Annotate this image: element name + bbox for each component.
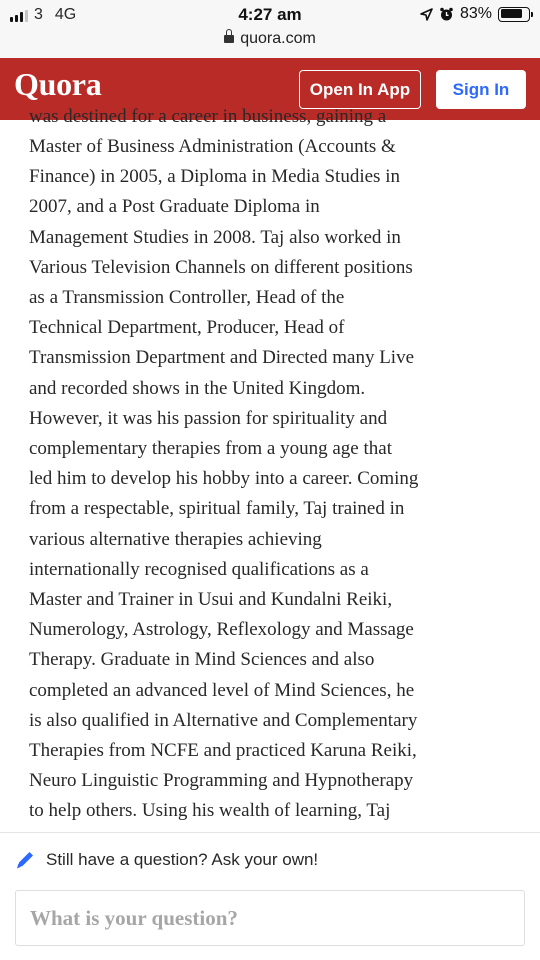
question-input[interactable] <box>15 890 525 946</box>
ask-question-bar <box>0 832 540 960</box>
pencil-icon <box>14 849 36 871</box>
quora-logo[interactable]: Quora <box>14 66 102 102</box>
ask-prompt-label: Still have a question? Ask your own! <box>46 850 319 869</box>
clipped-text-line: was destined for a career in business, gaining a <box>29 106 387 127</box>
ask-prompt-row <box>14 849 318 871</box>
battery-percent: 83% <box>459 5 492 22</box>
answer-content <box>0 106 540 832</box>
status-right <box>420 5 530 23</box>
location-arrow-icon <box>420 8 433 21</box>
network-label: 4G <box>54 6 77 23</box>
url-domain: quora.com <box>240 30 316 47</box>
carrier-label: 3 <box>34 6 43 23</box>
url-bar[interactable] <box>0 30 540 48</box>
status-bar <box>0 0 540 58</box>
sign-in-button[interactable]: Sign In <box>436 70 526 109</box>
lock-icon <box>224 35 234 43</box>
alarm-icon <box>439 7 454 22</box>
answer-paragraph: Master of Business Administration (Accounts & Finance) in 2005, a Diploma in Media Studies in 2007, and a Post Graduate Diploma in Management Studies in 2008. Taj also worked in Various Television Channels on different positions as a Transmission Controller, Head of the Technical Department, Producer, Head of Transmission Department and Directed many Live and recorded shows in the United Kingdom. However, it was his passion for spirituality and complementary therapies from a young age that led him to develop his hobby into a career. Coming from a respectable, spiritual family, Taj trained in various alternative therapies achieving internationally recognised qualifications as a Master and Trainer in Usui and Kundalni Reiki, Numerology, Astrology, Reflexology and Massage Therapy. Graduate in Mind Sciences and also completed an advanced level of Mind Sciences, he is also qualified in Alternative and Complementary Therapies from NCFE and practiced Karuna Reiki, Neuro Linguistic Programming and Hypnotherapy to help others. Using his wealth of learning, Taj <box>29 136 419 822</box>
open-in-app-button[interactable]: Open In App <box>299 70 421 109</box>
clock: 4:27 am <box>238 5 302 24</box>
battery-icon <box>498 7 530 22</box>
